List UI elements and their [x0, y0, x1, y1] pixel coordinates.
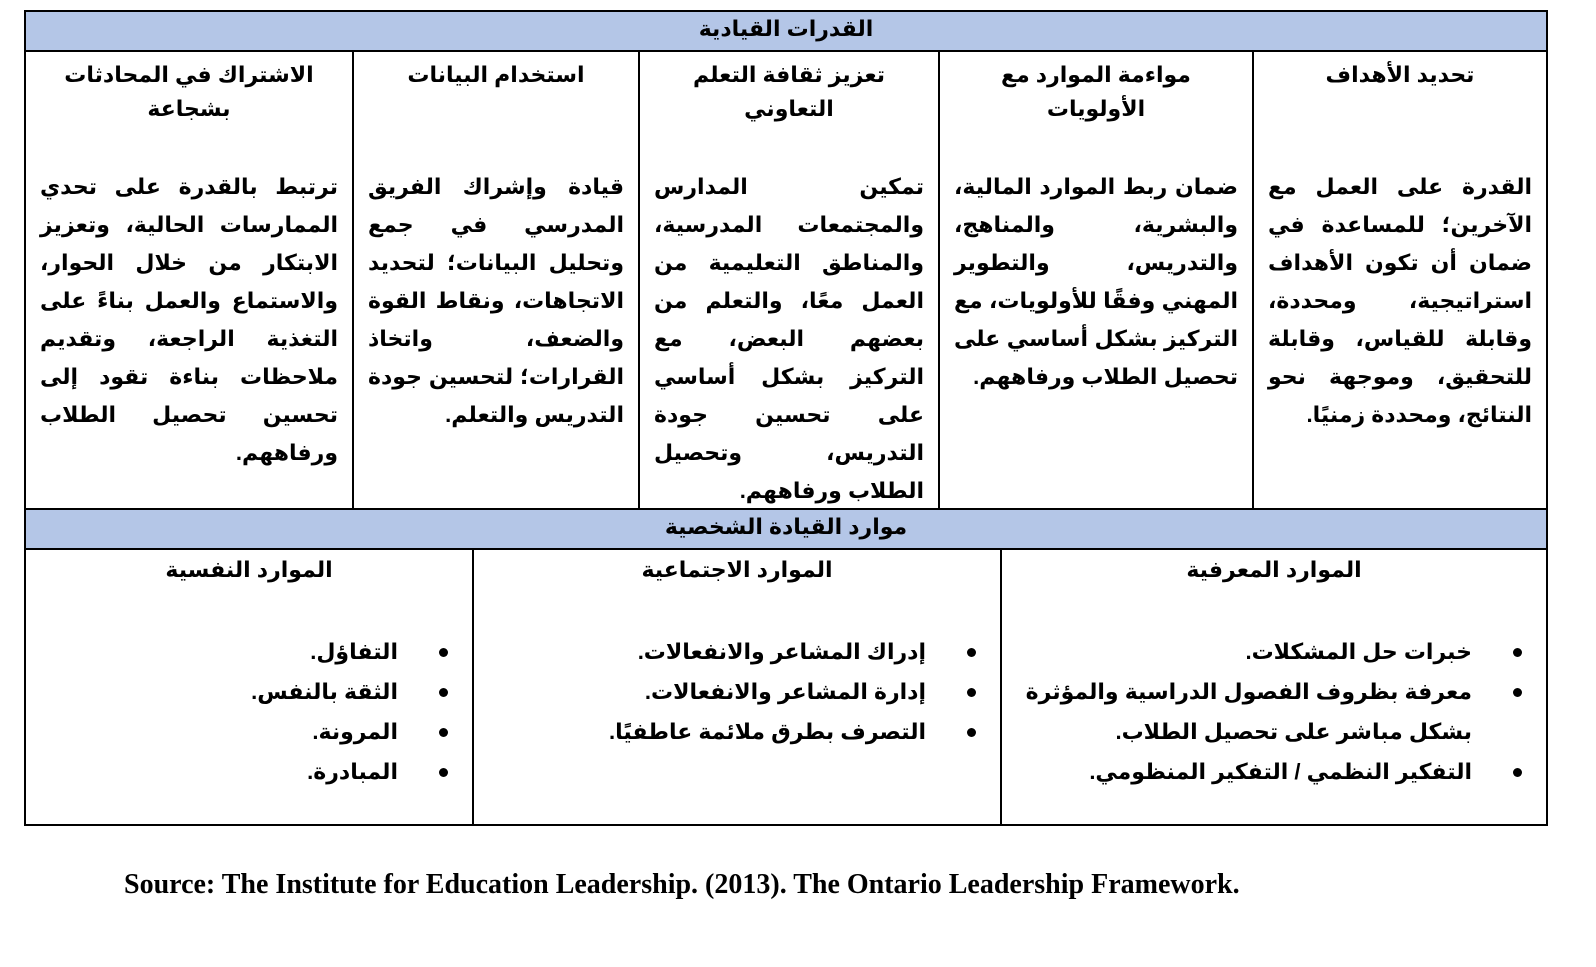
resource-psychological: [26, 548, 472, 824]
list-item: المرونة.: [26, 712, 472, 752]
resource-list: [26, 632, 472, 792]
capability-text: ترتبط بالقدرة على تحدي الممارسات الحالية، وتعزيز الابتكار من خلال الحوار، والاستماع والعمل بناءً على التغذية الراجعة، وتقديم ملاحظات بناءة تقود إلى تحسين تحصيل الطلاب ورفاههم.: [40, 174, 338, 465]
capability-title: تعزيز ثقافة التعلم التعاوني: [692, 62, 886, 121]
bullet-icon: [1513, 768, 1522, 777]
list-item: معرفة بظروف الفصول الدراسية والمؤثرة بشكل مباشر على تحصيل الطلاب.: [1002, 672, 1546, 752]
capabilities-row: [26, 50, 1546, 508]
capability-setting-goals: [1252, 50, 1546, 508]
resource-title: الموارد الاجتماعية: [641, 557, 833, 582]
capability-text: القدرة على العمل مع الآخرين؛ للمساعدة في ضمان أن تكون الأهداف استراتيجية، ومحددة، وقابلة للقياس، وقابلة للتحقيق، وموجهة نحو النتائج، ومحددة زمنيًا.: [1268, 174, 1532, 427]
list-item: التفاؤل.: [26, 632, 472, 672]
bullet-icon: [967, 728, 976, 737]
capability-courageous-conversations: [26, 50, 352, 508]
list-item: المبادرة.: [26, 752, 472, 792]
list-item: التصرف بطرق ملائمة عاطفيًا.: [474, 712, 1000, 752]
bullet-icon: [439, 648, 448, 657]
bullet-icon: [439, 728, 448, 737]
bullet-icon: [1513, 648, 1522, 657]
capability-text: تمكين المدارس والمجتمعات المدرسية، والمناطق التعليمية من العمل معًا، والتعلم من بعضهم البعض، مع التركيز بشكل أساسي على تحسين جودة التدريس، وتحصيل الطلاب ورفاههم.: [654, 174, 924, 503]
list-item: التفكير النظمي / التفكير المنظومي.: [1002, 752, 1546, 792]
resource-list: [1002, 632, 1546, 792]
capability-title: استخدام البيانات: [407, 62, 585, 87]
list-item: الثقة بالنفس.: [26, 672, 472, 712]
capability-text: ضمان ربط الموارد المالية، والبشرية، والمناهج، والتدريس، والتطوير المهني وفقًا للأولويات، مع التركيز بشكل أساسي على تحصيل الطلاب ورفاههم.: [954, 174, 1238, 389]
capability-title: مواءمة الموارد مع الأولويات: [1001, 62, 1191, 121]
resource-title: الموارد النفسية: [165, 557, 333, 582]
bullet-icon: [967, 688, 976, 697]
resource-cognitive: [1000, 548, 1546, 824]
personal-resources-header: موارد القيادة الشخصية: [26, 508, 1546, 550]
bullet-icon: [439, 768, 448, 777]
capability-title: الاشتراك في المحادثات بشجاعة: [64, 62, 314, 121]
list-item: إدراك المشاعر والانفعالات.: [474, 632, 1000, 672]
resources-row: [26, 548, 1546, 824]
source-citation: Source: The Institute for Education Leadership. (2013). The Ontario Leadership Framework.: [124, 869, 1240, 900]
capability-aligning-resources: [938, 50, 1252, 508]
bullet-icon: [1513, 688, 1522, 697]
resource-list: [474, 632, 1000, 752]
leadership-capabilities-header: القدرات القيادية: [26, 12, 1546, 52]
list-item: إدارة المشاعر والانفعالات.: [474, 672, 1000, 712]
capability-collaborative-learning: [638, 50, 938, 508]
capability-title: تحديد الأهداف: [1325, 62, 1475, 87]
bullet-icon: [967, 648, 976, 657]
leadership-table: [24, 10, 1548, 826]
bullet-icon: [439, 688, 448, 697]
resource-title: الموارد المعرفية: [1186, 557, 1362, 582]
list-item: خبرات حل المشكلات.: [1002, 632, 1546, 672]
capability-using-data: [352, 50, 638, 508]
resource-social: [472, 548, 1000, 824]
capability-text: قيادة وإشراك الفريق المدرسي في جمع وتحليل البيانات؛ لتحديد الاتجاهات، ونقاط القوة والضعف، واتخاذ القرارات؛ لتحسين جودة التدريس والتعلم.: [368, 174, 624, 427]
